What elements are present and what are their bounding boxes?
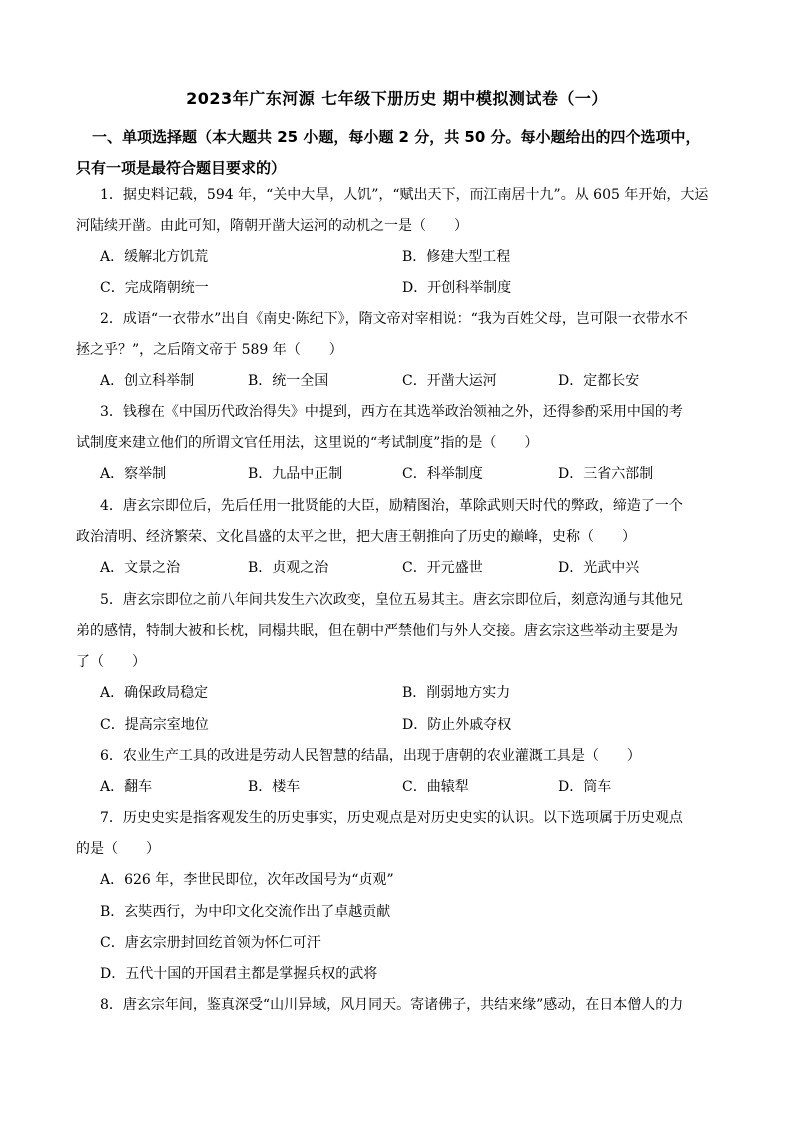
section-heading [76,122,726,184]
question-3-option-d[interactable]: D．三省六部制 [558,466,654,482]
question-7-option-a[interactable]: A．626 年，李世民即位，次年改国号为“贞观” [100,872,394,888]
question-2-options [100,366,740,397]
question-1-option-b[interactable]: B．修建大型工程 [402,249,511,265]
question-5-line-3: 了（ ） [76,654,146,670]
question-5-option-a[interactable]: A．确保政局稳定 [100,685,209,701]
question-2-option-b[interactable]: B．统一全国 [248,373,329,389]
section-heading-line-1: 一、单项选择题（本大题共 25 小题，每小题 2 分，共 50 分。每小题给出的四个选项中， [92,128,701,146]
question-6-options [100,772,740,803]
question-1-line-1: 1．据史料记载，594 年，“关中大旱，人饥”，“赋出天下，而江南居十九”。从 605 年开始，大运 [100,187,709,203]
question-7-option-d[interactable]: D．五代十国的开国君主都是掌握兵权的武将 [100,966,378,982]
question-3-option-b[interactable]: B．九品中正制 [248,466,343,482]
question-1-option-c[interactable]: C．完成隋朝统一 [100,280,209,296]
question-4-option-c[interactable]: C．开元盛世 [402,560,483,576]
question-4-line-2: 政治清明、经济繁荣、文化昌盛的太平之世，把大唐王朝推向了历史的巅峰，史称（ ） [76,529,636,545]
question-7-option-row-b [100,897,740,928]
question-2-line-1: 2．成语“一衣带水”出自《南史·陈纪下》，隋文帝对宰相说：“我为百姓父母，岂可限一衣带水不 [100,311,688,327]
question-5-option-b[interactable]: B．削弱地方实力 [402,685,511,701]
question-7-line-2: 的是（ ） [76,841,160,857]
question-1-options-row-1 [100,242,740,273]
question-8 [76,990,726,1021]
question-1-option-a[interactable]: A．缓解北方饥荒 [100,249,209,265]
question-6 [76,741,726,772]
page-title: 2023年广东河源 七年级下册历史 期中模拟测试卷（一） [186,89,608,108]
question-2-line-2: 拯之乎？”，之后隋文帝于 589 年（ ） [76,342,343,358]
question-2-option-c[interactable]: C．开凿大运河 [402,373,497,389]
question-3 [76,397,726,459]
question-3-line-2: 试制度来建立他们的所谓文官任用法，这里说的“考试制度”指的是（ ） [76,435,539,451]
question-2-option-a[interactable]: A．创立科举制 [100,373,195,389]
question-7-option-b[interactable]: B．玄奘西行，为中印文化交流作出了卓越贡献 [100,904,391,920]
question-4 [76,491,726,553]
question-4-options [100,553,740,584]
question-3-option-c[interactable]: C．科举制度 [402,466,483,482]
question-6-option-c[interactable]: C．曲辕犁 [402,779,469,795]
question-7-line-1: 7．历史史实是指客观发生的历史事实，历史观点是对历史史实的认识。以下选项属于历史观点 [100,810,683,826]
question-3-option-a[interactable]: A．察举制 [100,466,167,482]
question-7-option-row-d [100,959,740,990]
question-5-option-d[interactable]: D．防止外戚夺权 [402,717,512,733]
question-4-option-b[interactable]: B．贞观之治 [248,560,329,576]
question-7-option-row-a [100,865,740,896]
section-heading-line-2: 只有一项是最符合题目要求的） [76,159,287,177]
question-4-option-a[interactable]: A．文景之治 [100,560,181,576]
question-1-option-d[interactable]: D．开创科举制度 [402,280,512,296]
question-6-option-b[interactable]: B．楼车 [248,779,301,795]
question-1 [76,180,726,242]
question-7 [76,803,726,865]
question-7-option-row-c [100,928,740,959]
question-4-option-d[interactable]: D．光武中兴 [558,560,640,576]
question-2-option-d[interactable]: D．定都长安 [558,373,640,389]
question-8-line-1: 8．唐玄宗年间，鉴真深受“山川异域，风月同天。寄诸佛子，共结来缘”感动，在日本僧人的力 [100,997,684,1013]
question-5-options-row-2 [100,710,740,741]
question-6-option-a[interactable]: A．翻车 [100,779,153,795]
question-1-line-2: 河陆续开凿。由此可知，隋朝开凿大运河的动机之一是（ ） [76,218,468,234]
question-3-line-1: 3．钱穆在《中国历代政治得失》中提到，西方在其选举政治领袖之外，还得参酌采用中国的考 [100,404,683,420]
question-3-options [100,459,740,490]
question-5 [76,585,726,678]
question-5-line-1: 5．唐玄宗即位之前八年间共发生六次政变，皇位五易其主。唐玄宗即位后，刻意沟通与其他兄 [100,592,683,608]
question-6-option-d[interactable]: D．筒车 [558,779,612,795]
question-5-option-c[interactable]: C．提高宗室地位 [100,717,209,733]
question-2 [76,304,726,366]
question-6-line-1: 6．农业生产工具的改进是劳动人民智慧的结晶，出现于唐朝的农业灌溉工具是（ ） [100,748,641,764]
question-5-line-2: 弟的感情，特制大被和长枕，同榻共眠，但在朝中严禁他们与外人交接。唐玄宗这些举动主要是为 [76,623,678,639]
question-5-options-row-1 [100,678,740,709]
question-1-options-row-2 [100,273,740,304]
question-4-line-1: 4．唐玄宗即位后，先后任用一批贤能的大臣，励精图治，革除武则天时代的弊政，缔造了一个 [100,498,683,514]
question-7-option-c[interactable]: C．唐玄宗册封回纥首领为怀仁可汗 [100,935,321,951]
